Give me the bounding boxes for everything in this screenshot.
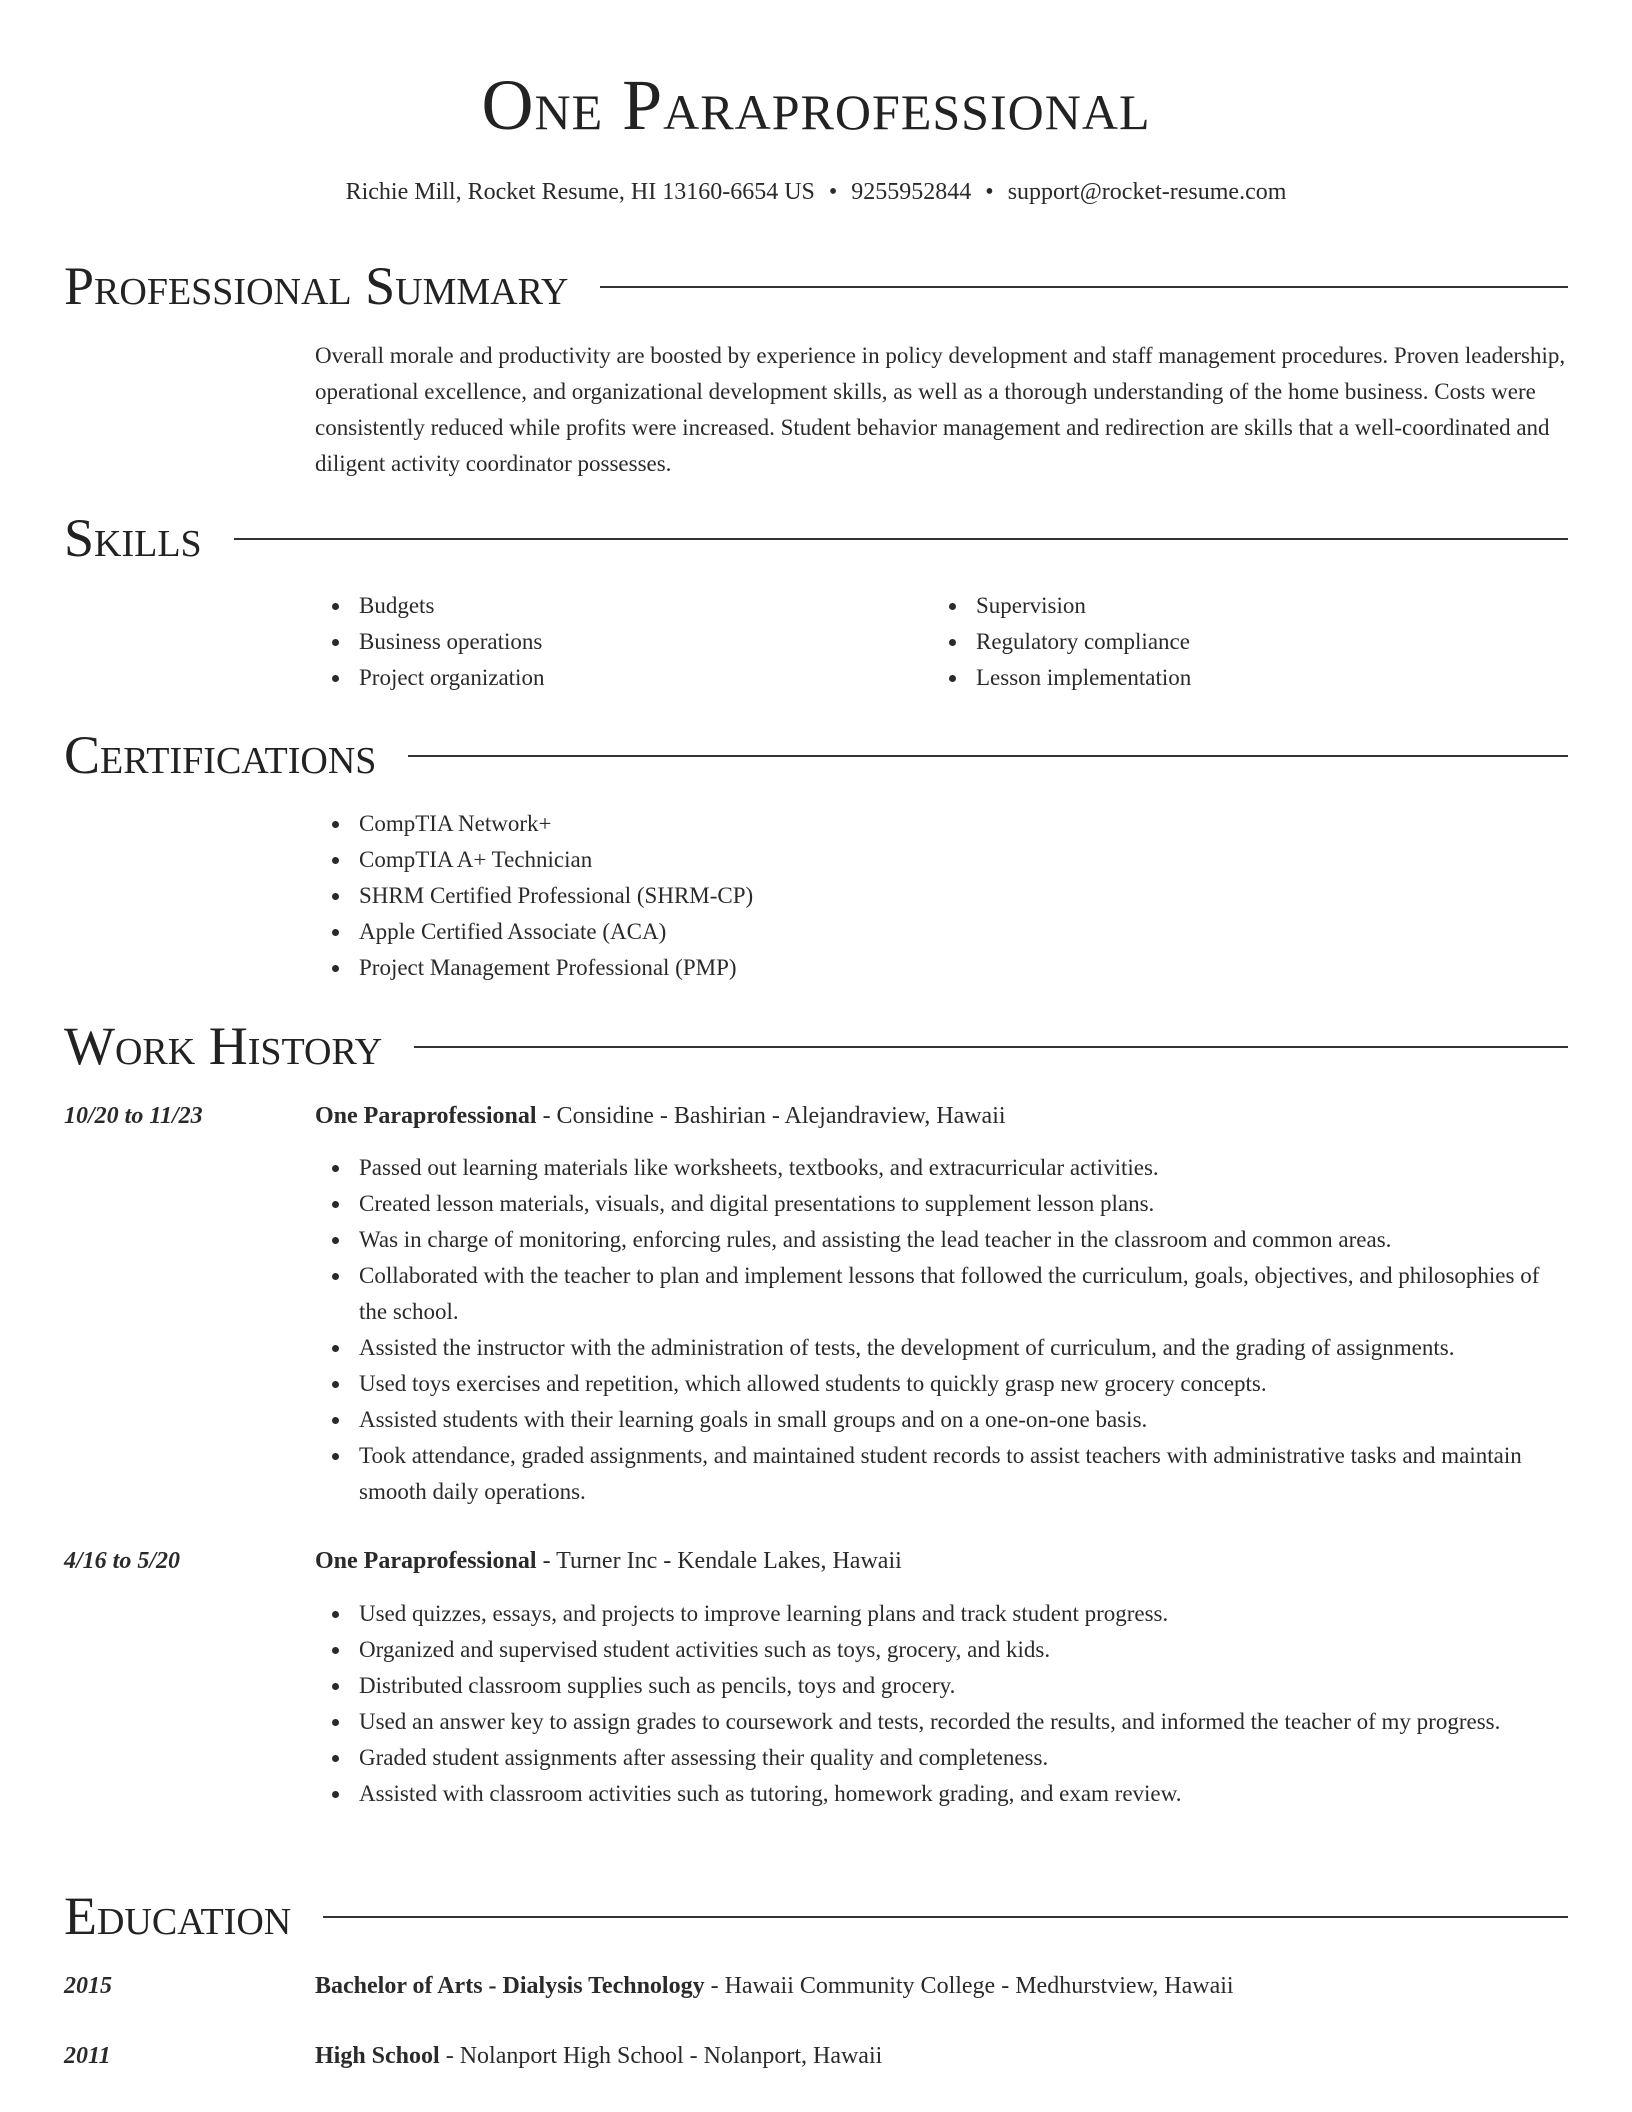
job-bullet: Organized and supervised student activities such as toys, grocery, and kids.	[359, 1632, 1572, 1668]
candidate-name: One Paraprofessional	[481, 65, 1151, 145]
contact-phone: 9255952844	[851, 179, 972, 205]
job-bullet: Created lesson materials, visuals, and digital presentations to supplement lesson plans.	[359, 1186, 1572, 1222]
education-year: 2011	[64, 2043, 111, 2069]
education-heading	[315, 2038, 1572, 2074]
job-bullet: Assisted the instructor with the administration of tests, the development of curriculum, and the grading of assignments.	[359, 1330, 1572, 1366]
job-bullet: Distributed classroom supplies such as pencils, toys and grocery.	[359, 1668, 1572, 1704]
job-role: One Paraprofessional	[315, 1548, 537, 1574]
section-header-certifications	[64, 723, 1568, 787]
certification-item: CompTIA Network+	[359, 806, 1572, 842]
skill-item: Project organization	[359, 660, 932, 696]
job-role: One Paraprofessional	[315, 1103, 537, 1129]
education-heading	[315, 1968, 1572, 2004]
certifications-list	[315, 806, 1572, 986]
job-bullet: Used an answer key to assign grades to coursework and tests, recorded the results, and informed the teacher of my progress.	[359, 1704, 1572, 1740]
section-header-work-history	[64, 1014, 1568, 1078]
job-bullets	[315, 1596, 1572, 1812]
section-title: Certifications	[64, 725, 377, 785]
section-rule	[323, 1916, 1568, 1918]
contact-separator: •	[828, 179, 838, 205]
contact-email: support@rocket-resume.com	[1007, 179, 1287, 205]
certification-item: SHRM Certified Professional (SHRM-CP)	[359, 878, 1572, 914]
section-header-education	[64, 1884, 1568, 1948]
education-degree: Bachelor of Arts - Dialysis Technology	[315, 1973, 705, 1999]
job-bullet: Collaborated with the teacher to plan and implement lessons that followed the curriculum, goals, objectives, and philosophies of the school.	[359, 1258, 1572, 1330]
education-school: - Hawaii Community College - Medhurstview, Hawaii	[704, 1973, 1234, 1999]
job-bullet: Took attendance, graded assignments, and maintained student records to assist teachers with administrative tasks and maintain smooth daily operations.	[359, 1438, 1572, 1510]
education-degree: High School	[315, 2043, 440, 2069]
job-bullets	[315, 1150, 1572, 1510]
section-rule	[234, 538, 1568, 540]
section-header-summary	[64, 254, 1568, 318]
job-bullet: Used quizzes, essays, and projects to improve learning plans and track student progress.	[359, 1596, 1572, 1632]
job-employer: - Considine - Bashirian - Alejandraview, Hawaii	[536, 1103, 1006, 1129]
job-bullet: Passed out learning materials like worksheets, textbooks, and extracurricular activities.	[359, 1150, 1572, 1186]
skill-item: Lesson implementation	[976, 660, 1549, 696]
section-title: Education	[64, 1886, 292, 1946]
section-rule	[408, 755, 1568, 757]
certification-item: CompTIA A+ Technician	[359, 842, 1572, 878]
contact-address: Richie Mill, Rocket Resume, HI 13160-6654 US	[345, 179, 815, 205]
section-rule	[414, 1046, 1568, 1048]
section-title: Work History	[64, 1016, 383, 1076]
job-bullet: Graded student assignments after assessing their quality and completeness.	[359, 1740, 1572, 1776]
contact-line	[0, 176, 1632, 208]
skill-item: Business operations	[359, 624, 932, 660]
job-employer: - Turner Inc - Kendale Lakes, Hawaii	[536, 1548, 902, 1574]
job-dates: 10/20 to 11/23	[64, 1103, 203, 1129]
job-bullet: Assisted students with their learning goals in small groups and on a one-on-one basis.	[359, 1402, 1572, 1438]
skill-item: Supervision	[976, 588, 1549, 624]
education-school: - Nolanport High School - Nolanport, Hawaii	[439, 2043, 883, 2069]
certification-item: Project Management Professional (PMP)	[359, 950, 1572, 986]
job-bullet: Used toys exercises and repetition, which allowed students to quickly grasp new grocery concepts.	[359, 1366, 1572, 1402]
skills-column-left	[315, 588, 932, 696]
job-heading	[315, 1543, 1572, 1579]
skills-column-right	[932, 588, 1549, 696]
job-bullet: Was in charge of monitoring, enforcing rules, and assisting the lead teacher in the classroom and common areas.	[359, 1222, 1572, 1258]
job-dates: 4/16 to 5/20	[64, 1548, 181, 1574]
skill-item: Budgets	[359, 588, 932, 624]
skill-item: Regulatory compliance	[976, 624, 1549, 660]
contact-separator: •	[985, 179, 994, 205]
summary-text: Overall morale and productivity are boosted by experience in policy development and staff management procedures. Proven leadership, operational excellence, and organizational development skills, as well as a thorough understanding of the home business. Costs were consistently reduced while profits were increased. Student behavior management and redirection are skills that a well-coordinated and diligent activity coordinator possesses.	[315, 343, 1566, 476]
job-bullet: Assisted with classroom activities such as tutoring, homework grading, and exam review.	[359, 1776, 1572, 1812]
section-title: Professional Summary	[64, 256, 569, 316]
section-rule	[600, 286, 1568, 288]
section-header-skills	[64, 506, 1568, 570]
section-title: Skills	[64, 508, 202, 568]
skills-list	[315, 588, 1572, 696]
education-year: 2015	[64, 1973, 112, 1999]
job-heading	[315, 1098, 1572, 1134]
certification-item: Apple Certified Associate (ACA)	[359, 914, 1572, 950]
